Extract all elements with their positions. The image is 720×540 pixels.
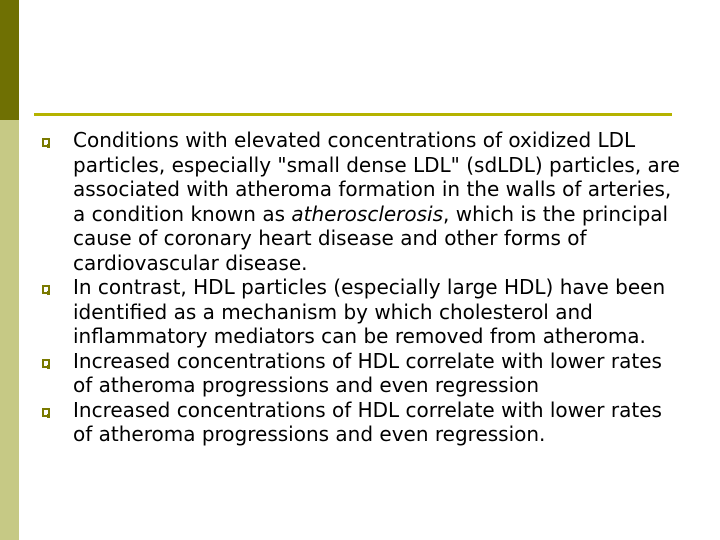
bullet-text: Increased concentrations of HDL correlate with lower rates of atheroma progressions and even regression. xyxy=(73,397,662,446)
list-item xyxy=(42,398,682,447)
bullet-text: Conditions with elevated concentrations of oxidized LDL particles, especially "small dense LDL" (sdLDL) particles, are associated with atheroma formation in the walls of arteries, a condition known as atherosclerosis, which is the principal cause of coronary heart disease and other forms of cardiovascular disease. xyxy=(73,128,680,275)
list-item xyxy=(42,275,682,349)
bullet-list xyxy=(42,128,682,447)
title-divider xyxy=(34,113,672,116)
list-item xyxy=(42,349,682,398)
square-bullet-icon xyxy=(42,359,50,368)
square-bullet-icon xyxy=(42,138,50,147)
square-bullet-icon xyxy=(42,285,50,294)
list-item xyxy=(42,128,682,275)
sidebar-accent-light xyxy=(0,120,19,540)
sidebar-accent-dark xyxy=(0,0,19,120)
square-bullet-icon xyxy=(42,408,50,417)
bullet-text: In contrast, HDL particles (especially large HDL) have been identified as a mechanism by which cholesterol and inflammatory mediators can be removed from atheroma. xyxy=(73,275,666,348)
emphasis-term: atherosclerosis xyxy=(291,201,444,226)
bullet-text: Increased concentrations of HDL correlate with lower rates of atheroma progressions and even regression xyxy=(73,348,662,397)
